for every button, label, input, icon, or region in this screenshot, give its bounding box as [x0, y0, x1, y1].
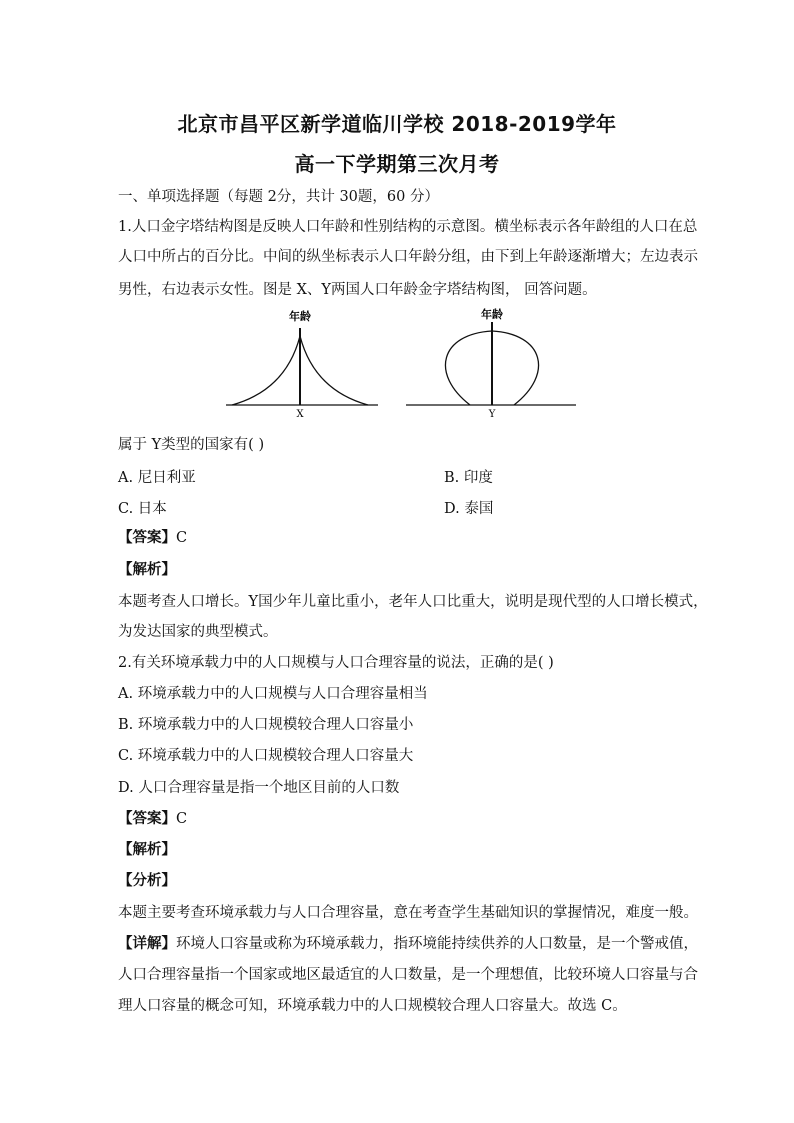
x-female-curve: [300, 336, 368, 405]
q2-option-d: D. 人口合理容量是指一个地区目前的人口数: [118, 780, 400, 796]
y-country-label: Y: [488, 409, 496, 418]
q2-analysis-label: 【解析】: [118, 842, 176, 858]
x-country-label: X: [296, 409, 304, 418]
q2-fenxi-label: 【分析】: [118, 873, 176, 889]
q2-detail-text1: 环境人口容量或称为环境承载力，指环境能持续供养的人口数量，是一个警戒值，: [176, 936, 698, 952]
q1-answer-value: C: [176, 530, 188, 546]
q2-option-c: C. 环境承载力中的人口规模较合理人口容量大: [118, 748, 414, 764]
document-title-line1: 北京市昌平区新学道临川学校 2018-2019学年: [177, 112, 617, 136]
q1-answer-label: 【答案】: [118, 530, 176, 546]
q1-analysis-line2: 为发达国家的典型模式。: [118, 624, 278, 640]
q2-option-a: A. 环境承载力中的人口规模与人口合理容量相当: [118, 686, 428, 702]
x-male-curve: [232, 336, 300, 405]
q1-answer: [118, 528, 688, 548]
q1-stem-line3: 男性，右边表示女性。图是 X、Y两国人口年龄金字塔结构图， 回答问题。: [118, 282, 597, 298]
q2-fenxi-text: 本题主要考查环境承载力与人口合理容量，意在考查学生基础知识的掌握情况，难度一般。: [118, 905, 698, 921]
document-title-line2: 高一下学期第三次月考: [294, 152, 500, 176]
q1-option-c: C. 日本: [118, 501, 167, 517]
y-axis-label: 年龄: [481, 308, 503, 321]
q1-analysis-line1: 本题考查人口增长。Y国少年儿童比重小，老年人口比重大，说明是现代型的人口增长模式，: [118, 594, 708, 610]
q2-detail-line2: 人口合理容量指一个国家或地区最适宜的人口数量，是一个理想值，比较环境人口容量与合: [118, 967, 698, 983]
pyramid-y: [406, 307, 576, 418]
pyramid-x: [226, 309, 378, 418]
q2-detail-line3: 理人口容量的概念可知，环境承载力中的人口规模较合理人口容量大。故选 C。: [118, 998, 627, 1014]
q2-stem: 2.有关环境承载力中的人口规模与人口合理容量的说法，正确的是( ): [118, 655, 554, 671]
q1-option-b: B. 印度: [444, 470, 493, 486]
x-axis-label: 年龄: [289, 310, 311, 323]
q1-question: 属于 Y类型的国家有( ): [118, 437, 265, 453]
population-pyramid-figure: [220, 306, 580, 418]
section-heading: 一、单项选择题（每题 2分，共计 30题，60 分）: [118, 189, 439, 205]
q2-option-b: B. 环境承载力中的人口规模较合理人口容量小: [118, 717, 414, 733]
q1-option-a: A. 尼日利亚: [118, 470, 196, 486]
q2-detail-label: 【详解】: [118, 936, 176, 952]
q1-option-d: D. 泰国: [444, 501, 494, 517]
q2-answer-value: C: [176, 811, 188, 827]
q1-stem-line2: 人口中所占的百分比。中间的纵坐标表示人口年龄分组，由下到上年龄逐渐增大；左边表示: [118, 249, 698, 265]
q1-analysis-label: 【解析】: [118, 562, 176, 578]
q2-detail-line1: [118, 934, 698, 954]
q2-answer-label: 【答案】: [118, 811, 176, 827]
q1-stem-line1: 1.人口金字塔结构图是反映人口年龄和性别结构的示意图。横坐标表示各年龄组的人口在总: [118, 219, 698, 235]
q2-answer: [118, 809, 688, 829]
